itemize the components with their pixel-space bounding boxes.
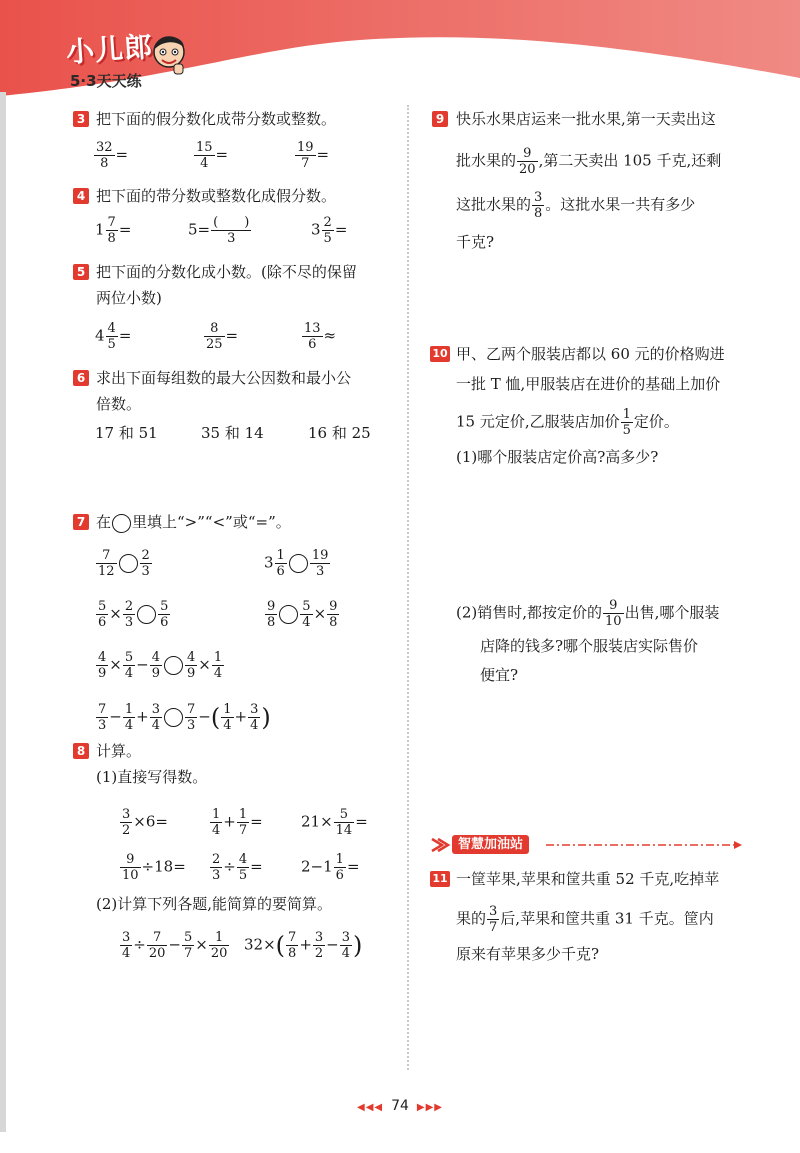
q8-title: 计算。	[96, 742, 142, 760]
q10-part2-line3: 便宜?	[480, 666, 519, 684]
q10-number: 10	[430, 346, 450, 362]
q5-title-line1: 把下面的分数化成小数。(除不尽的保留	[96, 263, 357, 281]
q3-number: 3	[73, 111, 89, 127]
q8-number: 8	[73, 743, 89, 759]
q5-item-b: $\frac{8}{25}$ =	[206, 321, 239, 352]
q7-number: 7	[73, 514, 89, 530]
q4-item-a: 1 $\frac{7}{8}$ =	[95, 215, 132, 246]
q8-part1-title: (1)直接写得数。	[96, 768, 208, 786]
answer-circle-icon	[119, 554, 138, 573]
q3-title: 把下面的假分数化成带分数或整数。	[96, 110, 337, 128]
prev-arrows-icon: ◀◀◀	[357, 1102, 384, 1113]
q5-item-a: 4 $\frac{4}{5}$ =	[95, 321, 132, 352]
q8-item-a3: 21× $\frac{5}{14}$ =	[301, 807, 368, 838]
page-footer	[345, 1098, 455, 1114]
q6-title-line2: 倍数。	[96, 395, 142, 413]
q7-row3: $\frac{4}{9}$ × $\frac{5}{4}$ − $\frac{4}{9}$ $\frac{4}{9}$ × $\frac{1}{4}$	[98, 650, 223, 681]
q7-row2-right: $\frac{9}{8}$ $\frac{5}{4}$ × $\frac{9}{8}$	[267, 599, 338, 630]
logo-title: 小儿郎	[65, 30, 155, 69]
blank-circle-icon	[112, 514, 131, 533]
q7-title: 在 里填上“>”“<”或“=”。	[96, 513, 291, 531]
answer-circle-icon	[137, 605, 156, 624]
q10-part2-line1: (2)销售时,都按定价的 $\frac{9}{10}$ 出售,哪个服装	[456, 598, 720, 629]
q6-number: 6	[73, 370, 89, 386]
q9-number: 9	[432, 111, 448, 127]
wisdom-station-label: 智慧加油站	[452, 835, 529, 854]
column-divider	[407, 105, 409, 1070]
q10-part1: (1)哪个服装店定价高?高多少?	[456, 448, 659, 466]
answer-circle-icon	[164, 656, 183, 675]
q10-line1: 甲、乙两个服装店都以 60 元的价格购进	[456, 345, 725, 363]
q3-item-c: $\frac{19}{7}$ =	[297, 140, 330, 171]
answer-circle-icon	[164, 708, 183, 727]
q9-line3: 这批水果的 $\frac{3}{8}$ 。这批水果一共有多少	[456, 190, 696, 221]
q10-line3: 15 元定价,乙服装店加价 $\frac{1}{5}$ 定价。	[456, 407, 679, 438]
next-arrows-icon: ▶▶▶	[416, 1102, 443, 1113]
q8-item-c2: 32×( $\frac{7}{8}$ + $\frac{3}{2}$ − $\frac{3}{4}$ )	[244, 930, 363, 961]
q6-title-line1: 求出下面每组数的最大公因数和最小公	[96, 369, 352, 387]
q9-line1: 快乐水果店运来一批水果,第一天卖出这	[456, 110, 716, 128]
q9-line2: 批水果的 $\frac{9}{20}$ ,第二天卖出 105 千克,还剩	[456, 146, 722, 177]
answer-circle-icon	[279, 605, 298, 624]
q8-part2-title: (2)计算下列各题,能简算的要简算。	[96, 895, 333, 913]
q5-title-line2: 两位小数)	[96, 289, 162, 307]
q8-item-b3: 2−1 $\frac{1}{6}$ =	[301, 852, 360, 883]
q7-row2-left: $\frac{5}{6}$ × $\frac{2}{3}$ $\frac{5}{6}$	[98, 599, 169, 630]
page-edge	[0, 92, 6, 1132]
q3-item-a: $\frac{32}{8}$ =	[96, 140, 129, 171]
q7-row1-left: $\frac{7}{12}$ $\frac{2}{3}$	[98, 548, 150, 579]
q8-item-c1: $\frac{3}{4}$ ÷ $\frac{7}{20}$ − $\frac{5}{7}$ × $\frac{1}{20}$	[122, 930, 228, 961]
q5-number: 5	[73, 264, 89, 280]
q5-item-c: $\frac{13}{6}$ ≈	[304, 321, 337, 352]
q10-part2-line2: 店降的钱多?哪个服装店实际售价	[480, 637, 699, 655]
mascot-boy-icon	[148, 30, 190, 78]
q10-line2: 一批 T 恤,甲服装店在进价的基础上加价	[456, 375, 721, 393]
q8-item-b2: $\frac{2}{3}$ ÷ $\frac{4}{5}$ =	[212, 852, 263, 883]
q4-item-b: 5= $\frac{( )}{3}$	[188, 215, 250, 246]
q6-item-c: 16 和 25	[308, 424, 371, 442]
q8-item-a1: $\frac{3}{2}$ ×6=	[122, 807, 168, 838]
q8-item-b1: $\frac{9}{10}$ ÷18=	[122, 852, 186, 883]
q4-number: 4	[73, 188, 89, 204]
q7-row4: $\frac{7}{3}$ − $\frac{1}{4}$ + $\frac{3}{4}$ $\frac{7}{3}$ −( $\frac{1}{4}$ + $\frac{3}{4}$ )	[98, 702, 271, 733]
q11-line3: 原来有苹果多少千克?	[456, 945, 600, 963]
q9-line4: 千克?	[456, 233, 495, 251]
page-number: 74	[391, 1098, 409, 1114]
q7-row1-right: 3 $\frac{1}{6}$ $\frac{19}{3}$	[264, 548, 329, 579]
q8-item-a2: $\frac{1}{4}$ + $\frac{1}{7}$ =	[212, 807, 263, 838]
logo-subtitle: 5·3天天练	[70, 72, 142, 90]
q6-item-a: 17 和 51	[95, 424, 158, 442]
q11-number: 11	[430, 871, 450, 887]
q4-item-c: 3 $\frac{2}{5}$ =	[311, 215, 348, 246]
answer-circle-icon	[289, 554, 308, 573]
q4-title: 把下面的带分数或整数化成假分数。	[96, 187, 337, 205]
q11-line1: 一筐苹果,苹果和筐共重 52 千克,吃掉苹	[456, 870, 720, 888]
q11-line2: 果的 $\frac{3}{7}$ 后,苹果和筐共重 31 千克。筐内	[456, 904, 714, 935]
q3-item-b: $\frac{15}{4}$ =	[196, 140, 229, 171]
q6-item-b: 35 和 14	[201, 424, 264, 442]
